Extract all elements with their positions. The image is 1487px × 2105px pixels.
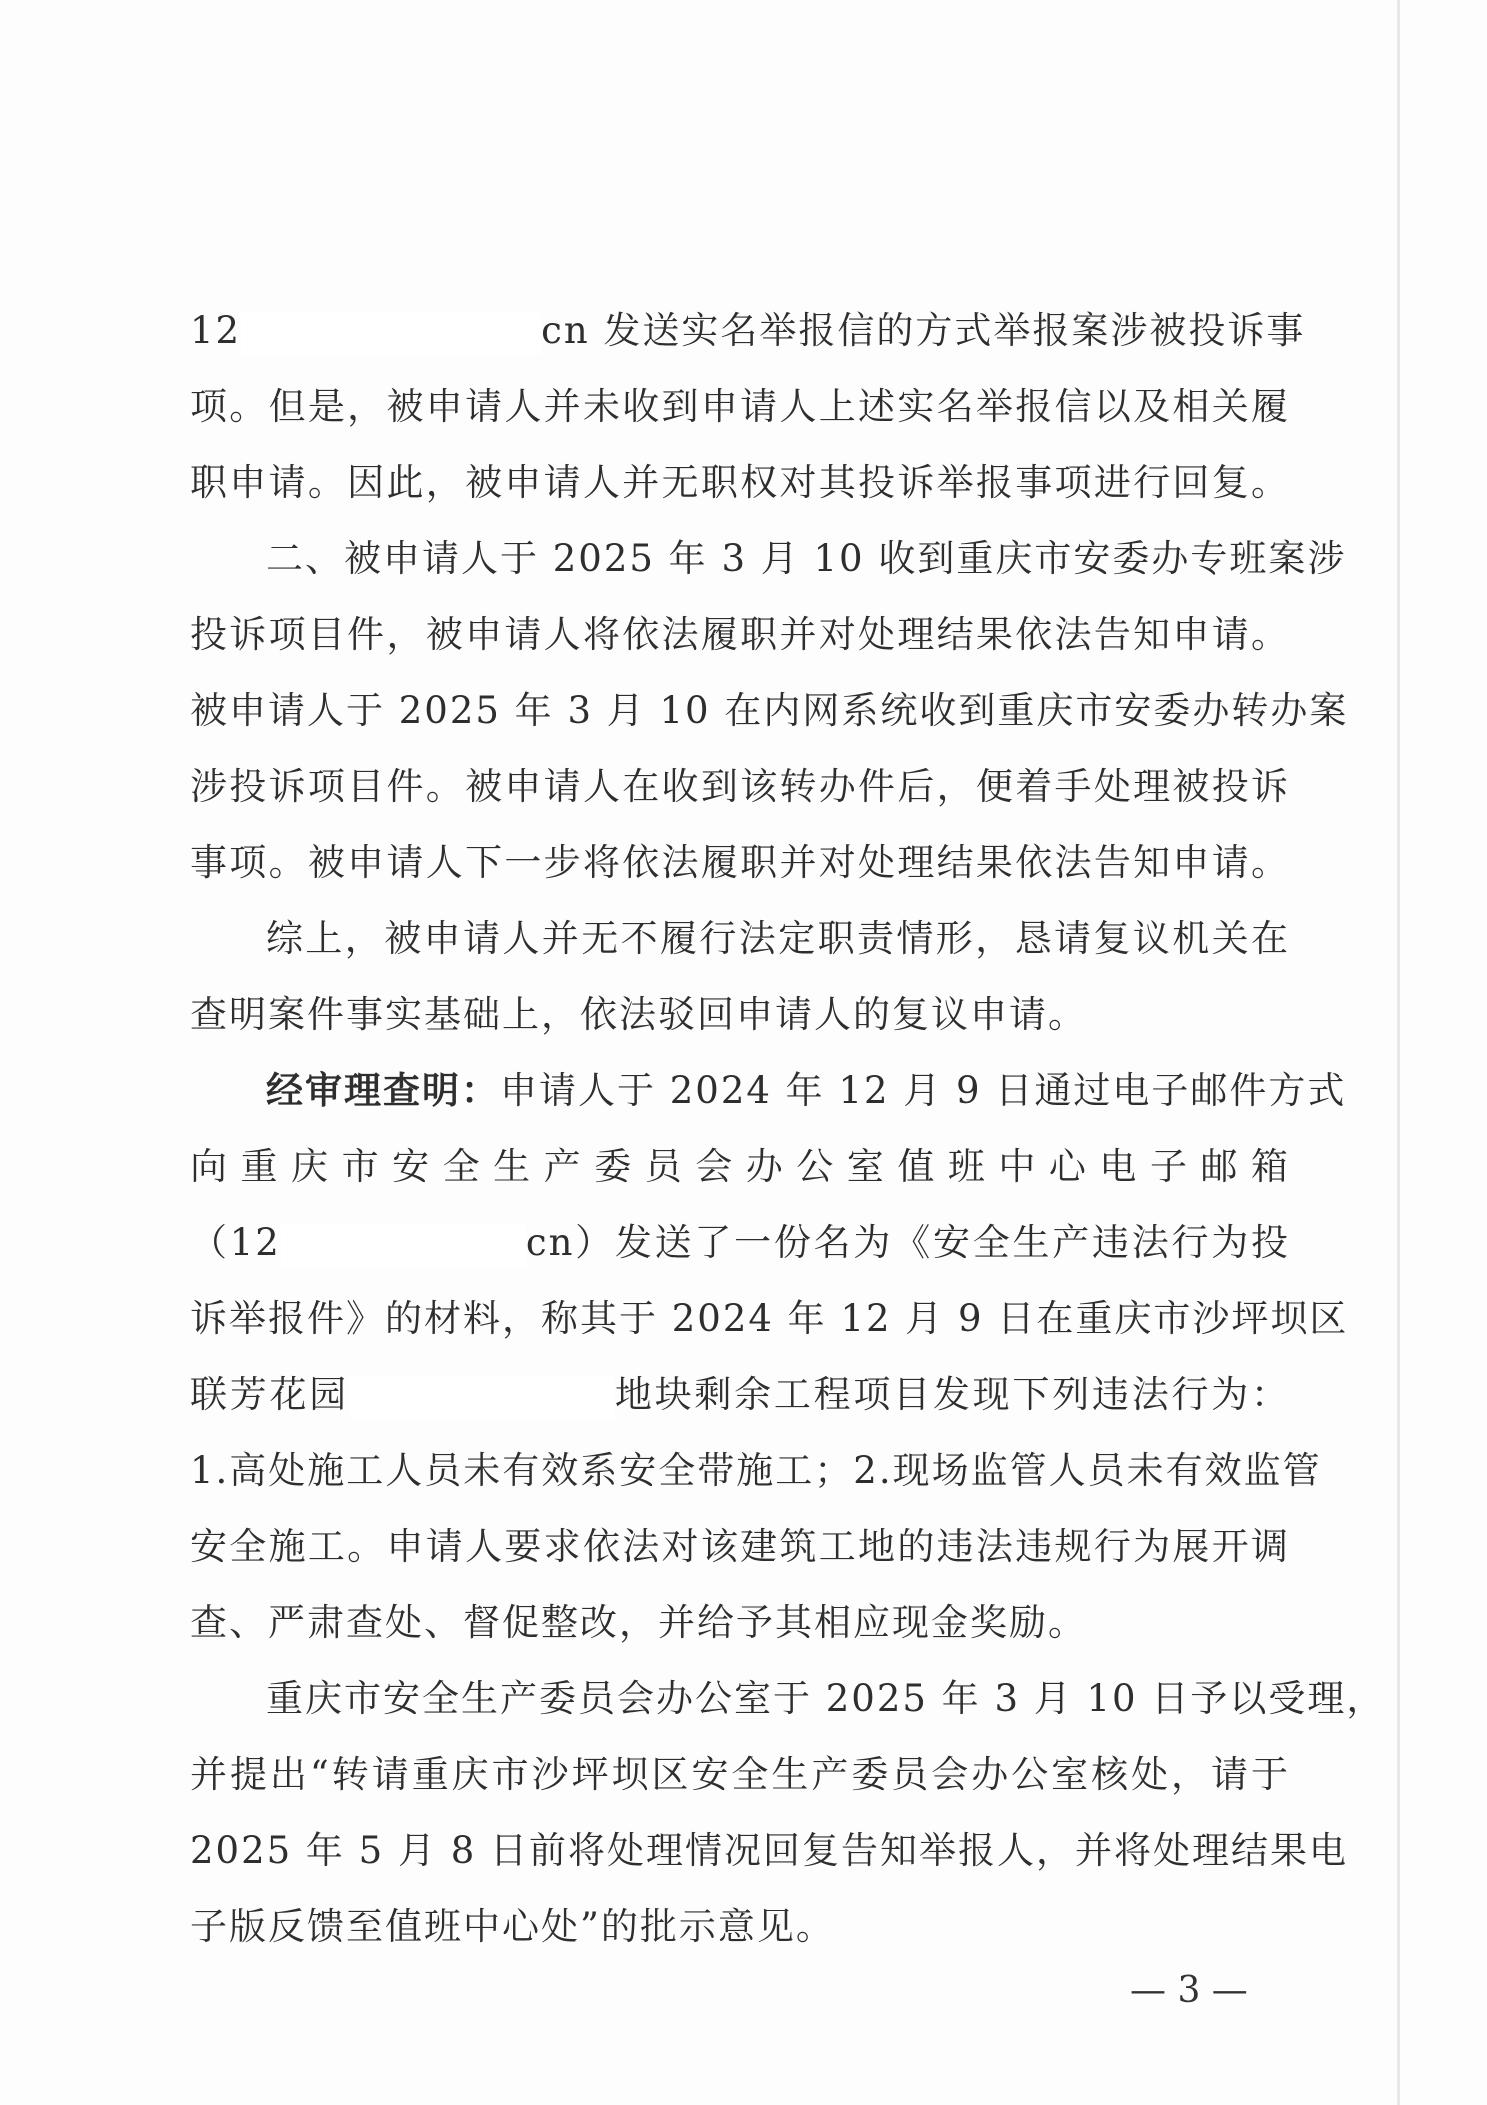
page-number: — 3 — bbox=[1130, 1970, 1248, 2011]
paragraph-4-line-7: 安全施工。申请人要求依法对该建筑工地的违法违规行为展开调 bbox=[190, 1525, 1290, 1568]
paragraph-1-line-3: 职申请。因此，被申请人并无职权对其投诉举报事项进行回复。 bbox=[190, 461, 1290, 504]
paragraph-3-line-1: 综上，被申请人并无不履行法定职责情形，恳请复议机关在 bbox=[266, 917, 1290, 960]
email-prefix-text-2: （12 bbox=[190, 1221, 281, 1264]
redacted-location bbox=[349, 1377, 614, 1419]
paragraph-4-line-6: 1.高处施工人员未有效系安全带施工；2.现场监管人员未有效监管 bbox=[190, 1449, 1322, 1492]
location-prefix-text: 联芳花园 bbox=[190, 1373, 350, 1416]
paragraph-4-line-2: 向重庆市安全生产委员会办公室值班中心电子邮箱 bbox=[190, 1145, 1290, 1188]
paragraph-4-line-3 bbox=[190, 1212, 1290, 1267]
paragraph-1-line-2: 项。但是，被申请人并未收到申请人上述实名举报信以及相关履 bbox=[190, 385, 1290, 428]
paragraph-1-line-1-text: cn 发送实名举报信的方式举报案涉被投诉事 bbox=[541, 309, 1306, 352]
paragraph-5-line-3: 2025 年 5 月 8 日前将处理情况回复告知举报人，并将处理结果电 bbox=[190, 1829, 1349, 1872]
paragraph-2-line-2: 投诉项目件，被申请人将依法履职并对处理结果依法告知申请。 bbox=[190, 613, 1290, 656]
redacted-email bbox=[241, 313, 541, 355]
email-prefix-text: 12 bbox=[190, 309, 242, 352]
paragraph-2-line-3: 被申请人于 2025 年 3 月 10 在内网系统收到重庆市安委办转办案 bbox=[190, 689, 1349, 732]
paragraph-4-line-8: 查、严肃查处、督促整改，并给予其相应现金奖励。 bbox=[190, 1601, 1087, 1644]
page-edge-shadow bbox=[1397, 0, 1400, 2105]
paragraph-5-line-4: 子版反馈至值班中心处”的批示意见。 bbox=[190, 1905, 835, 1948]
paragraph-4-line-5-text: 地块剩余工程项目发现下列违法行为： bbox=[614, 1373, 1291, 1416]
paragraph-2-line-1: 二、被申请人于 2025 年 3 月 10 收到重庆市安委办专班案涉 bbox=[266, 537, 1347, 580]
paragraph-4-line-4: 诉举报件》的材料，称其于 2024 年 12 月 9 日在重庆市沙坪坝区 bbox=[190, 1297, 1349, 1340]
paragraph-5-line-2: 并提出“转请重庆市沙坪坝区安全生产委员会办公室核处，请于 bbox=[190, 1753, 1290, 1796]
paragraph-5-line-1: 重庆市安全生产委员会办公室于 2025 年 3 月 10 日予以受理， bbox=[266, 1677, 1386, 1720]
paragraph-2-line-4: 涉投诉项目件。被申请人在收到该转办件后，便着手处理被投诉 bbox=[190, 765, 1290, 808]
paragraph-4-line-1 bbox=[266, 1060, 1347, 1114]
redacted-email-2 bbox=[281, 1225, 526, 1267]
paragraph-3-line-2: 查明案件事实基础上，依法驳回申请人的复议申请。 bbox=[190, 993, 1087, 1036]
paragraph-1-line-1 bbox=[190, 300, 1306, 355]
paragraph-4-line-5 bbox=[190, 1364, 1290, 1419]
paragraph-4-line-1-text: 申请人于 2024 年 12 月 9 日通过电子邮件方式 bbox=[500, 1069, 1347, 1112]
paragraph-4-line-3-text: cn）发送了一份名为《安全生产违法行为投 bbox=[525, 1221, 1290, 1264]
paragraph-2-line-5: 事项。被申请人下一步将依法履职并对处理结果依法告知申请。 bbox=[190, 841, 1290, 884]
findings-label: 经审理查明： bbox=[266, 1068, 500, 1112]
